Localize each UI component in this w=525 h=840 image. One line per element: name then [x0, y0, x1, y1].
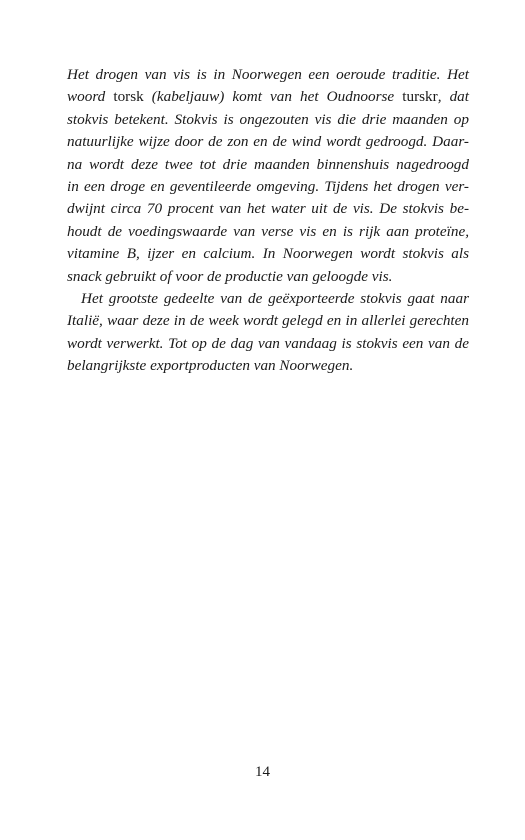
paragraph-2 [67, 288, 469, 378]
text-run: houdt de voedingswaarde van verse vis en is rijk aan proteïne, [67, 222, 469, 240]
text-line [67, 176, 469, 198]
term-torsk: torsk [113, 88, 144, 106]
text-line [67, 288, 469, 310]
text-line [67, 310, 469, 332]
text-run: woord [67, 88, 114, 106]
text-run: dwijnt circa 70 procent van het water uit de vis. De stokvis be- [67, 200, 469, 218]
text-line [67, 198, 469, 220]
paragraph-1 [67, 64, 469, 288]
page-number: 14 [255, 764, 270, 780]
text-line [67, 86, 469, 108]
text-line [67, 154, 469, 176]
text-run: vitamine B, ijzer en calcium. In Noorwegen wordt stokvis als [67, 245, 469, 263]
text-run: belangrijkste exportproducten van Noorwegen. [67, 357, 354, 375]
text-run: wordt verwerkt. Tot op de dag van vandaag is stokvis een van de [67, 334, 469, 352]
text-run: in een droge en geventileerde omgeving. Tijdens het drogen ver- [67, 177, 469, 195]
text-run: Italië, waar deze in de week wordt gelegd en in allerlei gerechten [67, 312, 469, 330]
text-run: snack gebruikt of voor de productie van geloogde vis. [67, 267, 393, 285]
text-line [67, 266, 469, 288]
text-line [67, 355, 469, 377]
text-line [67, 131, 469, 153]
text-run: stokvis betekent. Stokvis is ongezouten vis die drie maanden op [67, 110, 469, 128]
body-text [67, 64, 469, 377]
text-line [67, 221, 469, 243]
term-turskr: turskr [402, 88, 438, 106]
text-run: , dat [437, 88, 469, 106]
text-line [67, 243, 469, 265]
text-line [67, 333, 469, 355]
text-run: Het grootste gedeelte van de geëxporteerde stokvis gaat naar [81, 289, 469, 307]
text-run: natuurlijke wijze door de zon en de wind wordt gedroogd. Daar- [67, 133, 469, 151]
text-run: Het drogen van vis is in Noorwegen een oeroude traditie. Het [67, 66, 469, 83]
text-line [67, 64, 469, 86]
text-line [67, 109, 469, 131]
text-run: na wordt deze twee tot drie maanden binnenshuis nagedroogd [67, 155, 469, 173]
text-run: (kabeljauw) komt van het Oudnoorse [143, 88, 403, 106]
